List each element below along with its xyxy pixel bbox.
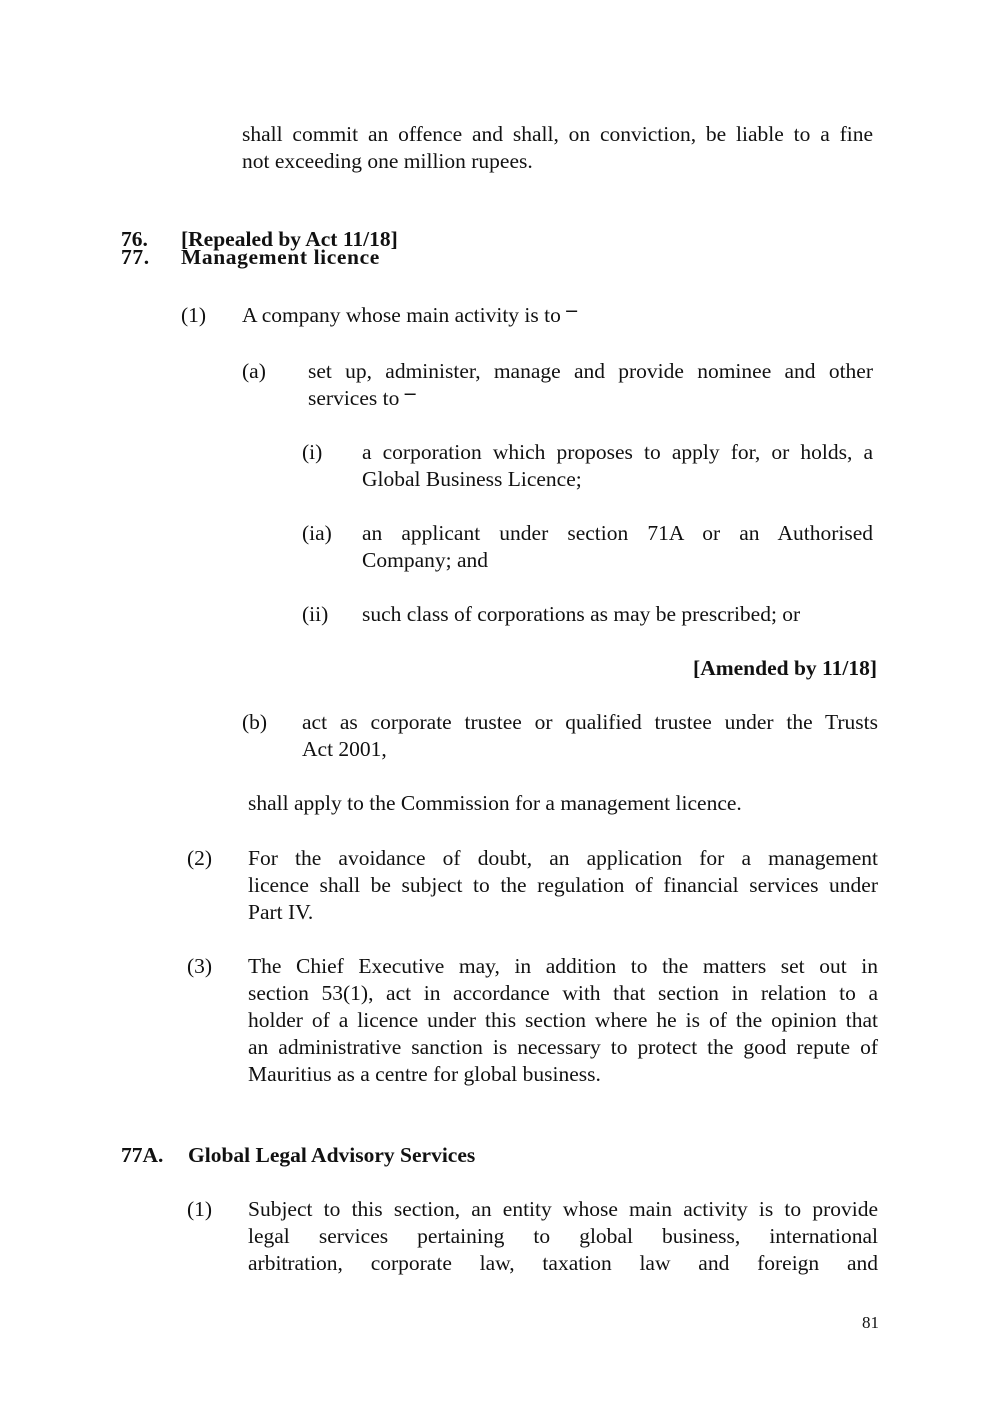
s77-sub1-a-line-1: set up, administer, manage and provide nominee and other: [308, 359, 873, 383]
s77a-sub1-line-2: legal services pertaining to global business, international: [248, 1224, 878, 1248]
s77a-sub1-label: (1): [187, 1197, 213, 1221]
s77-sub1-b-line-1: act as corporate trustee or qualified trustee under the Trusts: [302, 710, 878, 734]
s77-sub1-intro-text: A company whose main activity is to: [242, 303, 561, 327]
s77-sub1-a-line-2-text: services to: [308, 386, 400, 410]
s77-sub1-a-ia-line-2: Company; and: [362, 548, 488, 572]
s77-sub1-intro: [242, 297, 577, 329]
section-77-number: 77.: [121, 245, 150, 269]
s77-sub1-label: (1): [181, 303, 207, 327]
s77-sub1-closing: shall apply to the Commission for a management licence.: [248, 791, 742, 815]
section-77a-number: 77A.: [121, 1143, 164, 1167]
amended-note: [Amended by 11/18]: [693, 656, 877, 680]
s77-sub3-label: (3): [187, 954, 213, 978]
s77-sub2-line-3: Part IV.: [248, 900, 314, 924]
s77-sub1-a-ii-label: (ii): [302, 602, 329, 626]
s77a-sub1-line-1: Subject to this section, an entity whose main activity is to provide: [248, 1197, 878, 1221]
s77-sub1-a-i-line-1: a corporation which proposes to apply for, or holds, a: [362, 440, 873, 464]
s77-sub1-a-ia-line-1: an applicant under section 71A or an Authorised: [362, 521, 873, 545]
s77-sub1-intro-dash: –: [566, 297, 577, 321]
s77-sub1-a-line-2: [308, 380, 416, 412]
s77-sub1-a-i-label: (i): [302, 440, 323, 464]
s77-sub1-a-ia-label: (ia): [302, 521, 332, 545]
s77-sub3-line-2: section 53(1), act in accordance with that section in relation to a: [248, 981, 878, 1005]
s77-sub1-b-label: (b): [242, 710, 268, 734]
s77-sub1-a-ii-line-1: such class of corporations as may be prescribed; or: [362, 602, 801, 626]
s77-sub2-line-1: For the avoidance of doubt, an application for a management: [248, 846, 878, 870]
s77-sub1-b-line-2: Act 2001,: [302, 737, 387, 761]
s77-sub1-a-i-line-2: Global Business Licence;: [362, 467, 582, 491]
section-77a-title: Global Legal Advisory Services: [188, 1143, 476, 1167]
carryover-line-1: shall commit an offence and shall, on conviction, be liable to a fine: [242, 122, 873, 146]
carryover-line-2: not exceeding one million rupees.: [242, 149, 533, 173]
s77a-sub1-line-3: arbitration, corporate law, taxation law and foreign and: [248, 1251, 878, 1275]
section-76-title: [Repealed by Act 11/18]: [181, 227, 398, 251]
s77-sub2-label: (2): [187, 846, 213, 870]
s77-sub3-line-4: an administrative sanction is necessary to protect the good repute of: [248, 1035, 878, 1059]
s77-sub1-a-label: (a): [242, 359, 266, 383]
s77-sub3-line-1: The Chief Executive may, in addition to the matters set out in: [248, 954, 878, 978]
page-number: 81: [862, 1313, 879, 1332]
s77-sub3-line-3: holder of a licence under this section where he is of the opinion that: [248, 1008, 878, 1032]
s77-sub2-line-2: licence shall be subject to the regulation of financial services under: [248, 873, 878, 897]
section-76-number: 76.: [121, 227, 148, 251]
s77-sub1-a-dash: –: [404, 380, 416, 404]
section-77-title: Management licence: [181, 245, 380, 269]
s77-sub3-line-5: Mauritius as a centre for global business.: [248, 1062, 601, 1086]
